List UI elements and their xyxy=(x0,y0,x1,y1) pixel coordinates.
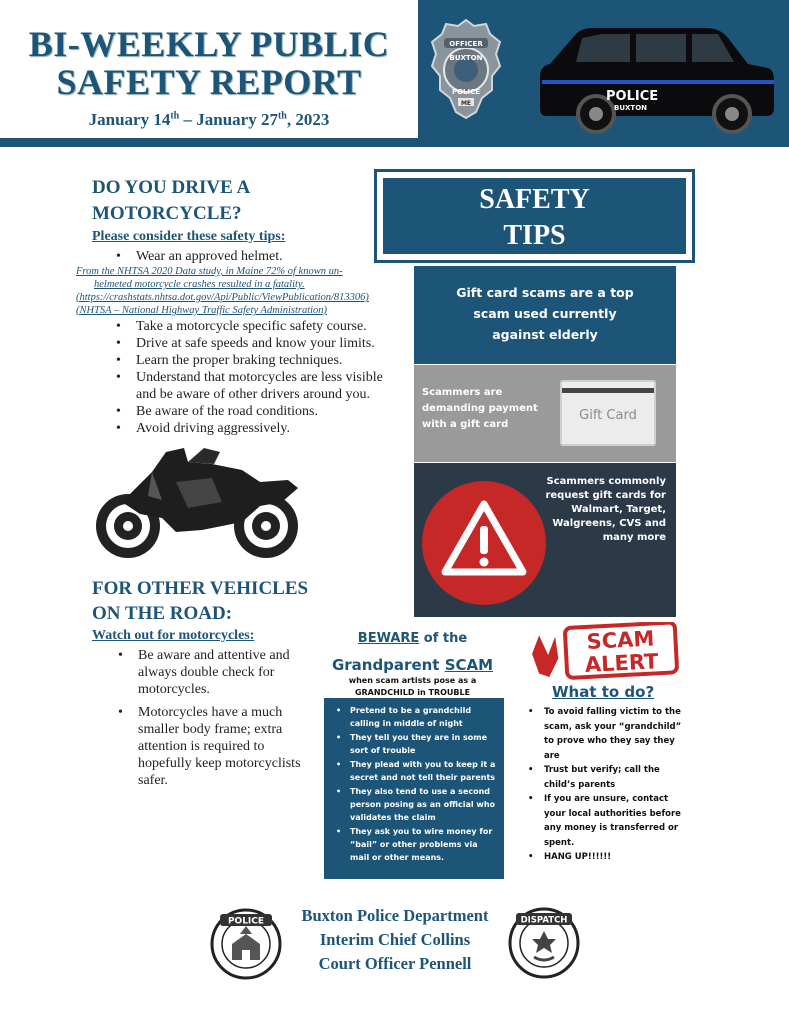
list-item: • If you are unsure, contact your local authorities before any money is transferred or spent. xyxy=(522,792,682,850)
page-title-line1: BI-WEEKLY PUBLIC xyxy=(28,24,390,64)
dispatch-seal-icon xyxy=(508,907,580,979)
safety-tips-title xyxy=(383,178,686,254)
nhtsa-line: helmeted motorcycle crashes resulted in a fatality. xyxy=(94,279,305,290)
what-to-do-heading: What to do? xyxy=(552,683,655,701)
grandparent-scam-list xyxy=(330,704,498,864)
gift-card-stripe xyxy=(562,388,654,393)
safety-tips-title-line1: SAFETY xyxy=(479,184,590,215)
badge-label-buxton: BUXTON xyxy=(449,54,483,62)
report-date-range: January 14th – January 27th, 2023 xyxy=(88,110,330,129)
list-item: • Motorcycles have a much smaller body frame; extra attention is required to hopefully keep motorcyclists safer. xyxy=(114,704,304,789)
list-item: • Avoid driving aggressively. xyxy=(112,420,404,437)
panel-line: request gift cards for xyxy=(545,490,666,501)
subheading-line: GRANDCHILD in TROUBLE xyxy=(354,688,471,697)
other-vehicles-heading-line2: ON THE ROAD: xyxy=(92,603,233,624)
beware-label: BEWARE xyxy=(357,631,420,646)
badge-label-police: POLICE xyxy=(451,88,481,96)
scam-alert-stamp xyxy=(528,622,682,680)
warning-icon xyxy=(419,478,549,608)
police-seal-icon xyxy=(210,908,282,980)
motorcycle-tips-list xyxy=(112,318,404,437)
list-item: • Understand that motorcycles are less visible and be aware of other drivers around you. xyxy=(112,369,404,403)
panel-line: Scammers are xyxy=(422,387,503,398)
panel-line: Scammers commonly xyxy=(546,476,666,487)
panel-line: against elderly xyxy=(492,327,598,342)
panel-line: Gift card scams are a top xyxy=(456,285,634,300)
dispatch-seal-label: DISPATCH xyxy=(520,915,568,926)
list-item: • They plead with you to keep it a secret and not tell their parents xyxy=(330,758,498,784)
gift-card-retailers-panel xyxy=(414,463,676,617)
nhtsa-line: From the NHTSA 2020 Data study, in Maine 72% of known un- xyxy=(76,266,343,277)
nhtsa-line: (NHTSA – National Highway Traffic Safety Administration) xyxy=(76,305,328,316)
list-item: • Take a motorcycle specific safety course. xyxy=(112,318,404,335)
nhtsa-link[interactable]: (https://crashstats.nhtsa.dot.gov/Api/Public/ViewPublication/813306) xyxy=(76,292,369,303)
grandparent-scam-box xyxy=(324,698,504,879)
what-to-do-list xyxy=(522,705,682,865)
gift-card-scam-panel xyxy=(414,266,676,364)
page-title-line2: SAFETY REPORT xyxy=(56,62,362,102)
list-item: • Be aware of the road conditions. xyxy=(112,403,404,420)
list-item: • Pretend to be a grandchild calling in middle of night xyxy=(330,704,498,730)
police-seal-label: POLICE xyxy=(227,916,265,927)
list-item: • To avoid falling victim to the scam, ask your “grandchild” to prove who they say they are xyxy=(522,705,682,763)
police-badge-icon xyxy=(430,18,502,122)
gift-card-icon xyxy=(560,380,656,446)
safety-tips-banner xyxy=(374,169,695,263)
list-item: • Be aware and attentive and always double check for motorcycles. xyxy=(114,647,304,698)
motorcycle-icon xyxy=(92,442,304,564)
police-car-icon xyxy=(536,24,776,136)
list-item: • Wear an approved helmet. xyxy=(112,248,402,265)
car-label-police: POLICE xyxy=(606,89,659,104)
other-vehicles-subheading: Watch out for motorcycles: xyxy=(92,628,255,643)
footer-chief: Interim Chief Collins xyxy=(319,930,471,949)
motorcycle-subheading: Please consider these safety tips: xyxy=(92,229,286,244)
car-label-buxton: BUXTON xyxy=(614,104,648,112)
motorcycle-heading-line1: DO YOU DRIVE A xyxy=(92,177,251,198)
list-item: • HANG UP!!!!!! xyxy=(522,850,682,865)
list-item: • Trust but verify; call the child’s parents xyxy=(522,763,682,792)
footer-department: Buxton Police Department xyxy=(301,906,489,925)
motorcycle-first-tip-list xyxy=(112,248,402,265)
nhtsa-citation xyxy=(76,265,404,317)
scam-alert-line2: ALERT xyxy=(584,649,660,678)
grandparent-scam-heading xyxy=(330,626,495,678)
scam-label: SCAM xyxy=(444,656,494,674)
list-item: • They also tend to use a second person posing as an official who validates the claim xyxy=(330,785,498,824)
panel-line: many more xyxy=(602,532,666,543)
list-item: • They tell you they are in some sort of trouble xyxy=(330,731,498,757)
panel-line: Walgreens, CVS and xyxy=(552,518,666,529)
panel-line: scam used currently xyxy=(473,306,617,321)
motorcycle-heading-line2: MOTORCYCLE? xyxy=(92,203,242,224)
header-divider xyxy=(0,138,789,147)
panel-text xyxy=(536,475,666,545)
scam-alert-line1: SCAM xyxy=(586,626,655,654)
other-vehicles-heading-line1: FOR OTHER VEHICLES xyxy=(92,578,309,599)
list-item: • They ask you to wire money for “bail” or other problems via mail or other means. xyxy=(330,825,498,864)
footer-court-officer: Court Officer Pennell xyxy=(318,954,472,973)
grandparent-scam-subheading xyxy=(330,675,495,699)
of-the-label: of the xyxy=(419,631,468,646)
list-item: • Learn the proper braking techniques. xyxy=(112,352,404,369)
panel-line: with a gift card xyxy=(422,419,509,430)
badge-label-officer: OFFICER xyxy=(449,40,483,48)
panel-text xyxy=(422,385,542,433)
panel-line: demanding payment xyxy=(422,403,538,414)
other-vehicles-list xyxy=(114,647,304,789)
subheading-line: when scam artists pose as a xyxy=(348,676,477,685)
gift-card-label: Gift Card xyxy=(579,408,637,423)
safety-tips-title-line2: TIPS xyxy=(503,220,566,251)
grandparent-label: Grandparent xyxy=(331,656,445,674)
list-item: • Drive at safe speeds and know your limits. xyxy=(112,335,404,352)
panel-line: Walmart, Target, xyxy=(571,504,666,515)
gift-card-payment-panel xyxy=(414,365,676,462)
badge-label-me: ME xyxy=(460,100,472,107)
